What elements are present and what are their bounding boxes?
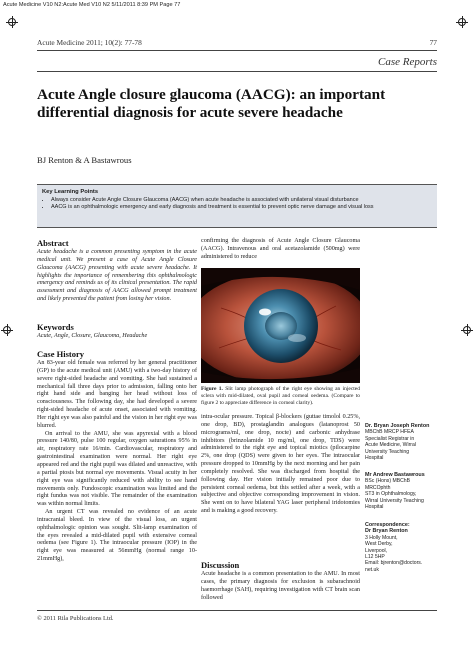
author-affiliation — [365, 472, 450, 510]
affiliation-line: West Derby, — [365, 541, 393, 548]
correspondence-block — [365, 522, 450, 573]
affiliation-line: Wirral University Teaching — [365, 497, 424, 504]
affiliation-name: Mr Andrew Bastawrous — [365, 472, 425, 478]
authors: BJ Renton & A Bastawrous — [37, 155, 132, 165]
key-points-box — [37, 184, 437, 228]
abstract-heading: Abstract — [37, 238, 69, 248]
email-address: net.uk — [365, 566, 379, 573]
discussion-heading: Discussion — [201, 560, 240, 570]
copyright: © 2011 Rila Publications Ltd. — [37, 615, 114, 622]
email-address: Email: bjrenton@doctors. — [365, 560, 423, 567]
discussion-text: Acute headache is a common presentation to the AMU. In most cases, the primary diagnosis for exclusion is subarachnoid haemorrhage (SAH), requiring investigation with CT brain scan followed — [201, 571, 360, 601]
discussion-section — [201, 560, 360, 602]
figure-1-photo — [201, 268, 360, 383]
affiliation-line: L12 5HP — [365, 554, 385, 561]
affiliation-line: Specialist Registrar in — [365, 435, 415, 442]
registration-mark-icon — [8, 18, 16, 26]
abstract-section — [37, 238, 197, 304]
figure-caption-text: Slit lamp photograph of the right eye showing an injected sclera with mid-dilated, oval pupil and corneal oedema. (Compare to figure 2 to appreciate difference in corneal clarity). — [201, 386, 360, 406]
author-affiliation — [365, 423, 450, 461]
col2-top-text: confirming the diagnosis of Acute Angle Closure Glaucoma (AACG). Intravenous and oral acetazolamide (500mg) were administered to reduce — [201, 238, 360, 260]
key-points-heading: Key Learning Points — [42, 189, 99, 195]
keywords-heading: Keywords — [37, 322, 74, 332]
page-number: 77 — [429, 38, 437, 47]
case-paragraph: An urgent CT was revealed no evidence of an acute intracranial bleed. In view of the visual loss, an urgent ophthalmologic opinion was sought. Slit-lamp examination of the eyes revealed a mid-dilated pupil with extensive corneal oedema (see Figure 1). The intraocular pressure (IOP) in the right eye was measured at 56mmHg (normal range 10-21mmHg), — [37, 509, 197, 563]
abstract-text: Acute headache is a common presenting symptom in the acute medical unit. We present a case of Acute Angle Closure Glaucoma (AACG) presenting with acute severe headache. It highlights the importance of remembering this ophthalmologic emergency and reminds us of its clinical presentation. The rapid assessment and diagnosis of AACG allowed prompt treatment and likely prevented the patient from losing her vision. — [37, 249, 197, 303]
registration-mark-icon — [463, 326, 471, 334]
case-paragraph: An 83-year old female was referred by her general practitioner (GP) to the acute medical unit (AMU) with a two-day history of severe right-sided headache and vomiting. She had sustained a mechanical fall three days prior to admission, falling onto her right hand side and banging her head without loss of consciousness. The following day, she had developed a severe right-sided headache of acute onset, associated with vomiting. Her right eye was also painful and the vision in her right eye was blurred. — [37, 360, 197, 429]
affiliation-line: Hospital — [365, 504, 384, 511]
footer-rule — [37, 610, 437, 611]
affiliation-line: BSc (Hons) MBChB — [365, 478, 411, 485]
section-rule — [37, 71, 437, 72]
affiliation-line: 3 Holly Mount, — [365, 534, 398, 541]
key-point-item: • Always consider Acute Angle Closure Glaucoma (AACG) when acute headache is associated with unilateral visual disturbance — [51, 197, 432, 204]
journal-citation: Acute Medicine 2011; 10(2): 77-78 — [37, 38, 142, 47]
affiliation-name: Dr. Bryan Joseph Renton — [365, 423, 430, 429]
affiliation-line: Acute Medicine, Wirral — [365, 442, 416, 449]
registration-mark-icon — [3, 326, 11, 334]
affiliation-line: Dr Bryan Renton — [365, 528, 408, 535]
key-point-item: • AACG is an ophthalmologic emergency and early diagnosis and treatment is essential to prevent optic nerve damage and visual loss — [51, 204, 432, 211]
figure-label: Figure 1. — [201, 386, 223, 392]
case-history-heading: Case History — [37, 349, 84, 359]
affiliation-line: MBChB MRCP HFEA — [365, 429, 414, 436]
keywords-section — [37, 322, 197, 341]
affiliation-line: ST3 in Ophthalmology, — [365, 491, 417, 498]
correspondence-heading: Correspondence: — [365, 522, 410, 528]
section-label: Case Reports — [378, 56, 437, 68]
keywords-text: Acute, Angle, Closure, Glaucoma, Headache — [37, 333, 148, 339]
case-paragraph: On arrival to the AMU, she was apyrexial with a blood pressure 140/80, pulse 100 regular, oxygen saturations 95% in air, respiratory rate 16/min. Cardiovascular, respiratory and gastrointestinal examination were normal. Her right eye appeared red and the right pupil was dilated and unreactive, with a partial ptosis but normal eye movements. Visual acuity in her right eye was significantly reduced with ability to see hand movements only. Fundoscopic examination was limited and the right fundus was not visible. The remainder of the examination was within normal limits. — [37, 430, 197, 508]
affiliation-line: MRCOphth — [365, 484, 391, 491]
print-slug: Acute Medicine V10 N2:Acute Med V10 N2 5/11/2011 8:39 PM Page 77 — [3, 2, 181, 8]
eye-slit-lamp-image — [201, 268, 360, 383]
affiliation-line: Liverpool, — [365, 547, 388, 554]
case-history-section — [37, 349, 197, 564]
figure-caption — [201, 386, 360, 407]
affiliation-line: University Teaching — [365, 448, 410, 455]
treatment-text: intra-ocular pressure. Topical β-blockers (guttae timolol 0.25%, one drop, BD), prostaglandin analogues (latanoprost 50 micrograms/ml, one drop, nocte) and carbonic anhydrase inhibitors (brinzolamide 10 mg/ml, one drop, TDS) were administered to the right eye and topical miotics (pilocarpine 2%, one drop (QDS) were given to her eyes. The intraocular pressure dropped to 10mmHg by the next morning and her pain completely resolved. She was discharged from hospital the following day. Her vision initially remained poor due to persistent corneal oedema, but this settled after a week, with a subjective and objective corresponding improvement in vision. She went on to have bilateral YAG laser peripheral iridotomies and is making a good recovery. — [201, 414, 360, 515]
registration-mark-icon — [458, 18, 466, 26]
article-title: Acute Angle closure glaucoma (AACG): an important differential diagnosis for acute severe headache — [37, 86, 386, 121]
header-rule — [37, 50, 437, 51]
affiliation-line: Hospital — [365, 455, 384, 462]
